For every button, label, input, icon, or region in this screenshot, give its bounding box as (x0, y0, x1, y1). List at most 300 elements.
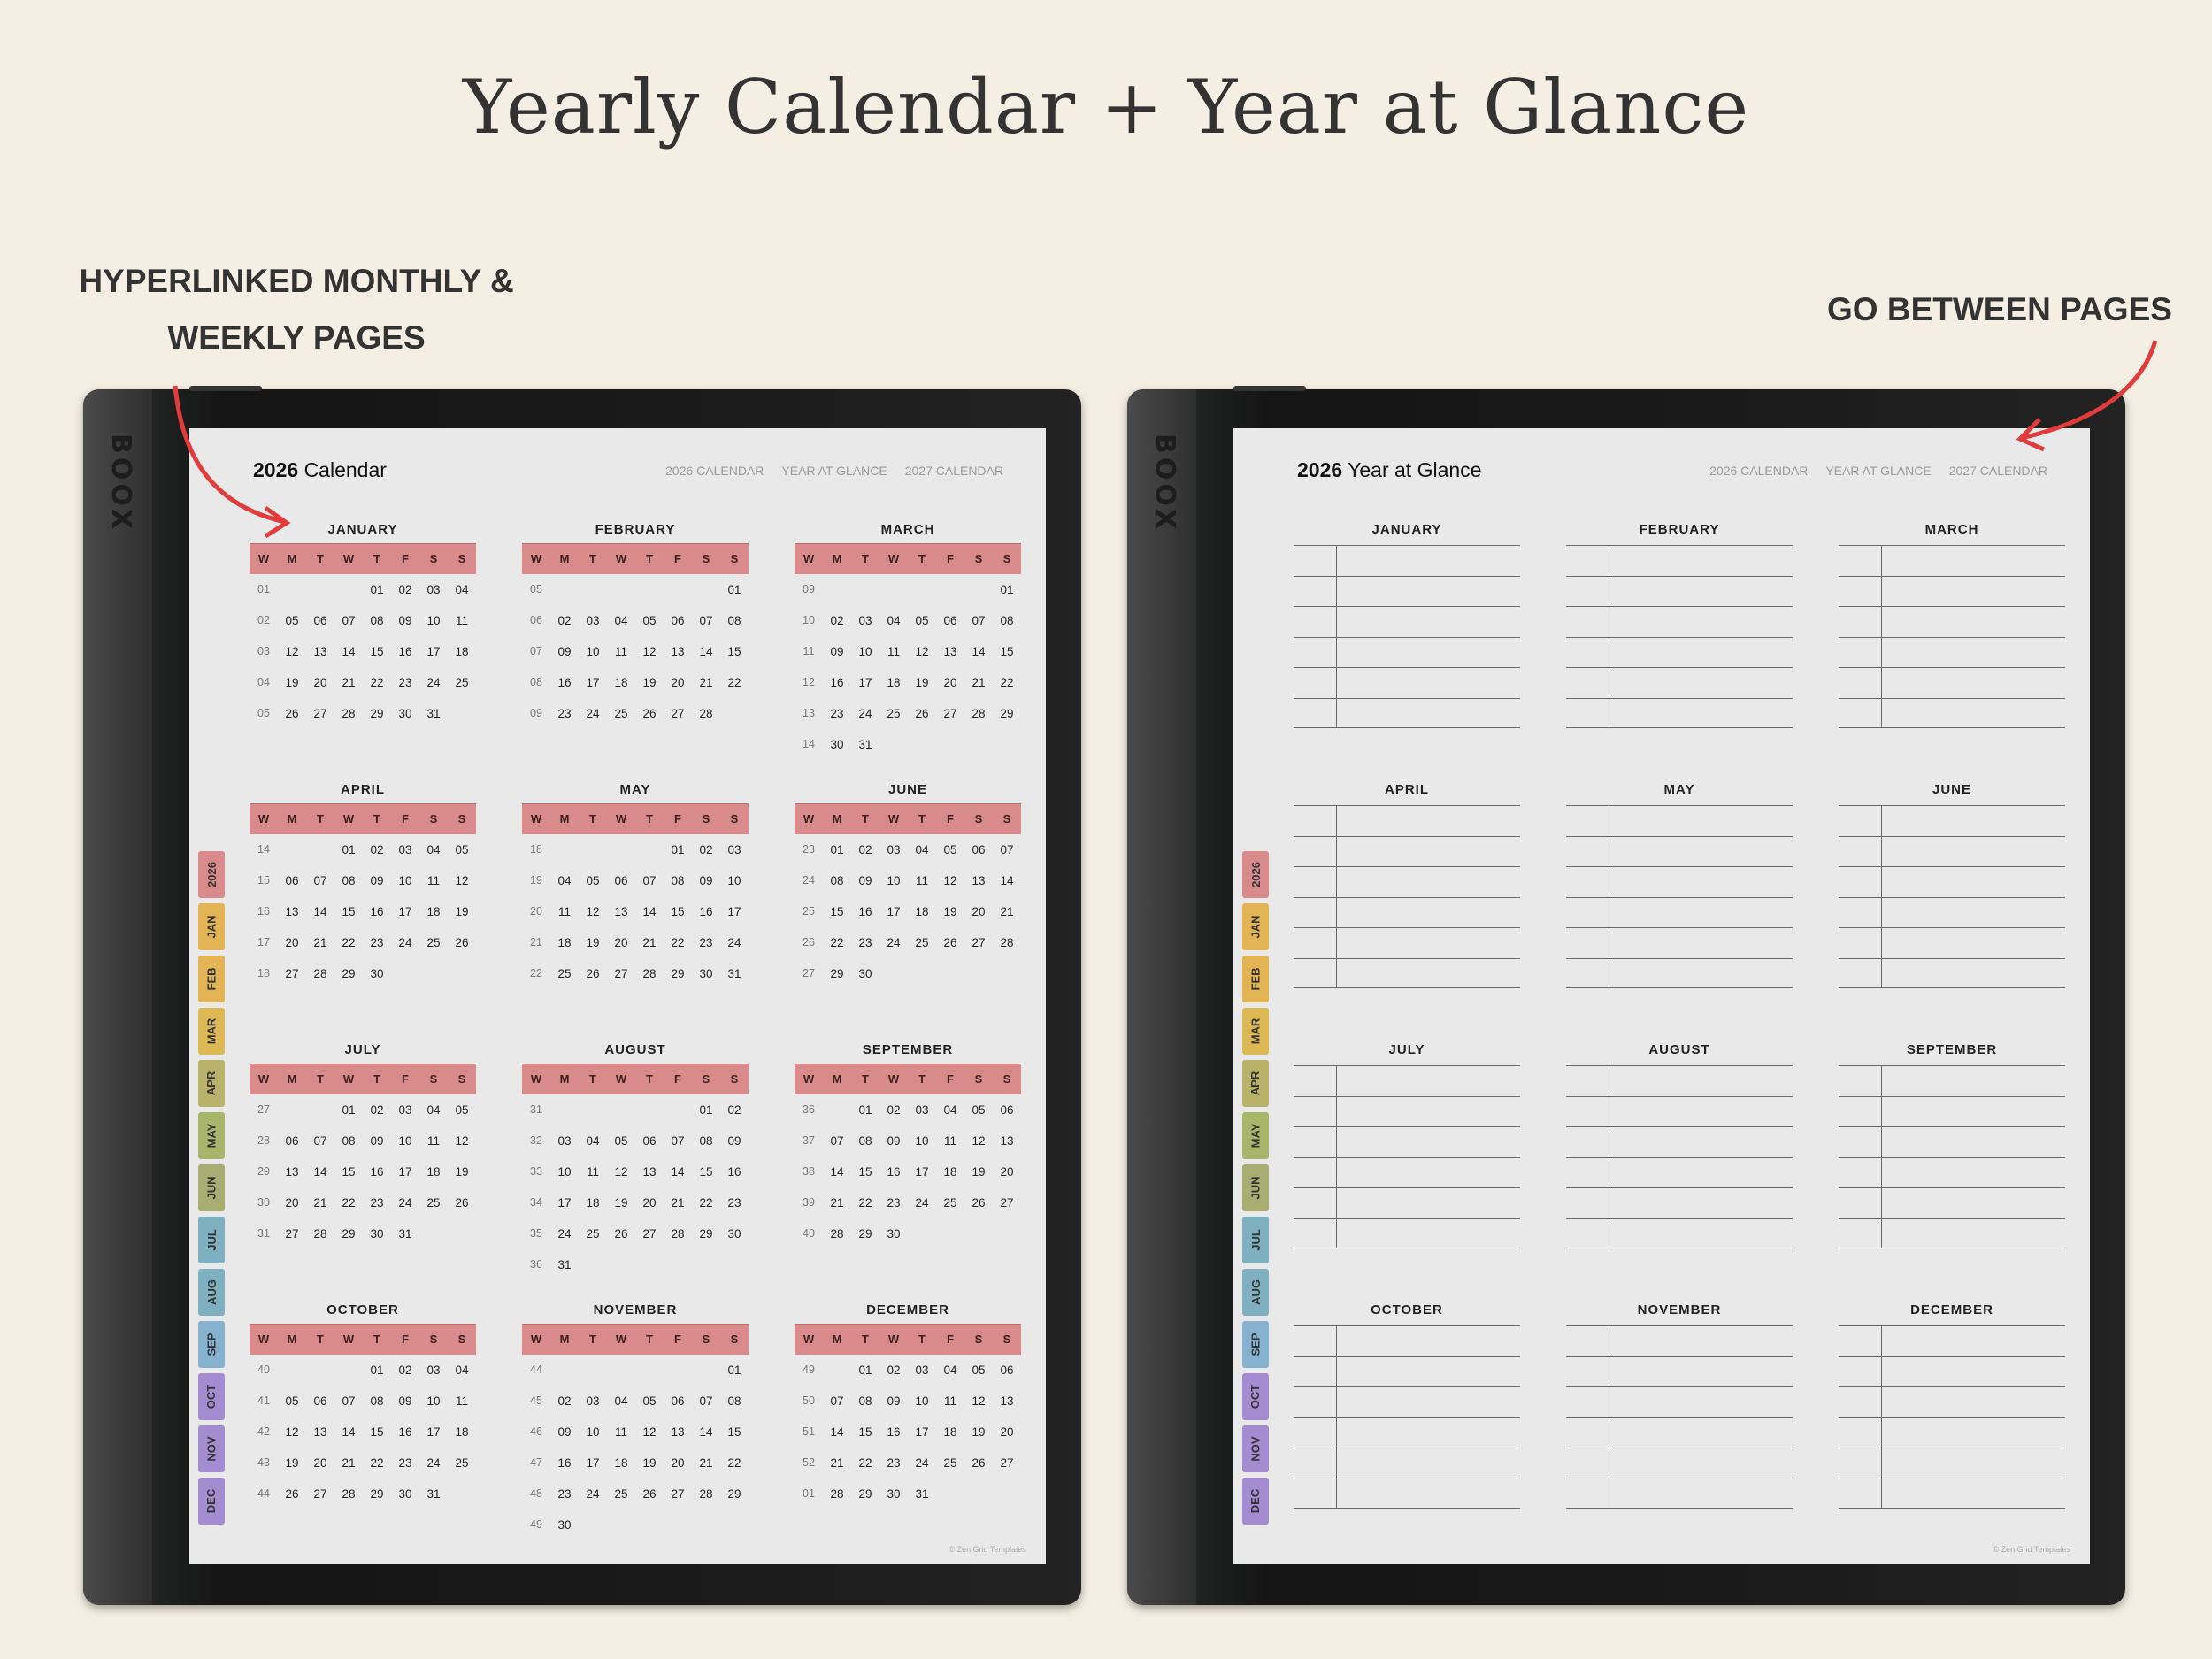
day-cell[interactable]: 17 (557, 1195, 572, 1210)
day-cell[interactable]: 19 (586, 935, 600, 949)
day-cell[interactable]: 30 (398, 706, 412, 720)
side-tab-may[interactable] (1242, 1112, 1269, 1159)
day-cell[interactable]: 24 (887, 935, 901, 949)
day-cell[interactable]: 03 (426, 1363, 441, 1377)
glance-line-row[interactable] (1294, 1479, 1520, 1509)
day-cell[interactable]: 28 (342, 1486, 356, 1501)
day-cell[interactable]: 07 (830, 1394, 844, 1408)
month-name[interactable]: APRIL (1385, 782, 1429, 797)
day-cell[interactable]: 28 (313, 966, 327, 980)
day-cell[interactable]: 21 (313, 1195, 327, 1210)
day-cell[interactable]: 15 (699, 1164, 713, 1179)
month-name[interactable]: OCTOBER (1371, 1302, 1443, 1317)
nav-link-year-at-glance[interactable]: YEAR AT GLANCE (1825, 464, 1932, 478)
day-cell[interactable]: 04 (943, 1363, 957, 1377)
day-cell[interactable]: 24 (915, 1195, 929, 1210)
day-cell[interactable]: 18 (426, 1164, 441, 1179)
day-cell[interactable]: 27 (1000, 1455, 1014, 1470)
day-cell[interactable]: 28 (1000, 935, 1014, 949)
day-cell[interactable]: 30 (370, 966, 384, 980)
day-cell[interactable]: 01 (727, 582, 741, 596)
day-cell[interactable]: 05 (586, 873, 600, 887)
day-cell[interactable]: 19 (915, 675, 929, 689)
day-cell[interactable]: 24 (727, 935, 741, 949)
month-name[interactable]: SEPTEMBER (1906, 1042, 1998, 1057)
day-cell[interactable]: 07 (1000, 842, 1014, 856)
day-cell[interactable]: 12 (455, 1133, 469, 1148)
day-cell[interactable]: 21 (972, 675, 986, 689)
day-cell[interactable]: 21 (699, 675, 713, 689)
glance-line-row[interactable] (1839, 836, 2065, 867)
day-cell[interactable]: 31 (398, 1226, 412, 1240)
day-cell[interactable]: 10 (426, 1394, 441, 1408)
day-cell[interactable]: 12 (943, 873, 957, 887)
week-number[interactable]: 12 (803, 676, 815, 688)
day-cell[interactable]: 08 (370, 613, 384, 627)
week-number[interactable]: 18 (530, 843, 542, 856)
week-number[interactable]: 06 (530, 614, 542, 626)
day-cell[interactable]: 02 (830, 613, 844, 627)
nav-link-2026-calendar[interactable]: 2026 CALENDAR (1709, 464, 1809, 478)
day-cell[interactable]: 21 (699, 1455, 713, 1470)
day-cell[interactable]: 06 (313, 613, 327, 627)
glance-line-row[interactable] (1566, 805, 1793, 836)
day-cell[interactable]: 25 (915, 935, 929, 949)
day-cell[interactable]: 05 (915, 613, 929, 627)
day-cell[interactable]: 19 (972, 1164, 986, 1179)
day-cell[interactable]: 08 (370, 1394, 384, 1408)
month-name[interactable]: MARCH (1924, 522, 1979, 537)
glance-line-row[interactable] (1566, 576, 1793, 607)
day-cell[interactable]: 12 (455, 873, 469, 887)
day-cell[interactable]: 23 (398, 1455, 412, 1470)
week-number[interactable]: 02 (257, 614, 270, 626)
day-cell[interactable]: 25 (557, 966, 572, 980)
day-cell[interactable]: 28 (699, 706, 713, 720)
glance-line-row[interactable] (1294, 1157, 1520, 1188)
day-cell[interactable]: 03 (858, 613, 872, 627)
day-cell[interactable]: 10 (426, 613, 441, 627)
month-name[interactable]: MAY (1663, 782, 1695, 797)
day-cell[interactable]: 19 (972, 1425, 986, 1439)
day-cell[interactable]: 16 (398, 644, 412, 658)
day-cell[interactable]: 03 (887, 842, 901, 856)
day-cell[interactable]: 22 (830, 935, 844, 949)
glance-line-row[interactable] (1839, 1187, 2065, 1218)
day-cell[interactable]: 28 (830, 1486, 844, 1501)
glance-line-row[interactable] (1294, 698, 1520, 729)
day-cell[interactable]: 30 (370, 1226, 384, 1240)
day-cell[interactable]: 20 (614, 935, 628, 949)
side-tab-jan[interactable] (1242, 903, 1269, 950)
day-cell[interactable]: 21 (642, 935, 657, 949)
day-cell[interactable]: 19 (285, 675, 299, 689)
glance-line-row[interactable] (1839, 606, 2065, 637)
day-cell[interactable]: 01 (1000, 582, 1014, 596)
side-tab-nov[interactable] (198, 1425, 225, 1472)
day-cell[interactable]: 11 (887, 644, 900, 658)
glance-line-row[interactable] (1839, 1065, 2065, 1096)
glance-line-row[interactable] (1294, 1218, 1520, 1249)
day-cell[interactable]: 18 (557, 935, 572, 949)
day-cell[interactable]: 17 (426, 644, 441, 658)
day-cell[interactable]: 17 (398, 904, 412, 918)
day-cell[interactable]: 20 (313, 675, 327, 689)
side-tab-mar[interactable] (198, 1008, 225, 1055)
day-cell[interactable]: 18 (614, 675, 628, 689)
day-cell[interactable]: 25 (614, 706, 628, 720)
day-cell[interactable]: 09 (887, 1394, 901, 1408)
week-number[interactable]: 19 (530, 874, 542, 887)
week-number[interactable]: 09 (530, 707, 542, 719)
day-cell[interactable]: 09 (699, 873, 713, 887)
week-number[interactable]: 45 (530, 1394, 542, 1407)
day-cell[interactable]: 02 (370, 842, 384, 856)
day-cell[interactable]: 19 (455, 904, 469, 918)
power-button[interactable] (189, 386, 262, 391)
day-cell[interactable]: 23 (727, 1195, 741, 1210)
day-cell[interactable]: 12 (586, 904, 600, 918)
day-cell[interactable]: 15 (727, 644, 741, 658)
day-cell[interactable]: 14 (342, 644, 356, 658)
day-cell[interactable]: 31 (915, 1486, 929, 1501)
day-cell[interactable]: 06 (972, 842, 986, 856)
day-cell[interactable]: 31 (557, 1257, 572, 1271)
day-cell[interactable]: 26 (915, 706, 929, 720)
day-cell[interactable]: 25 (426, 935, 441, 949)
day-cell[interactable]: 27 (671, 1486, 685, 1501)
day-cell[interactable]: 03 (915, 1363, 929, 1377)
day-cell[interactable]: 22 (727, 1455, 741, 1470)
day-cell[interactable]: 22 (370, 1455, 384, 1470)
glance-line-row[interactable] (1839, 545, 2065, 576)
glance-line-row[interactable] (1839, 1218, 2065, 1249)
day-cell[interactable]: 12 (972, 1394, 986, 1408)
day-cell[interactable]: 01 (342, 1102, 356, 1117)
day-cell[interactable]: 10 (557, 1164, 572, 1179)
day-cell[interactable]: 27 (313, 706, 327, 720)
day-cell[interactable]: 28 (342, 706, 356, 720)
glance-line-row[interactable] (1294, 545, 1520, 576)
day-cell[interactable]: 15 (858, 1164, 872, 1179)
day-cell[interactable]: 04 (943, 1102, 957, 1117)
day-cell[interactable]: 29 (370, 706, 384, 720)
day-cell[interactable]: 27 (1000, 1195, 1014, 1210)
side-tab-feb[interactable] (198, 956, 225, 1002)
day-cell[interactable]: 28 (830, 1226, 844, 1240)
glance-line-row[interactable] (1294, 1065, 1520, 1096)
day-cell[interactable]: 31 (727, 966, 741, 980)
glance-line-row[interactable] (1566, 545, 1793, 576)
day-cell[interactable]: 15 (727, 1425, 741, 1439)
day-cell[interactable]: 01 (727, 1363, 741, 1377)
glance-line-row[interactable] (1839, 866, 2065, 897)
day-cell[interactable]: 13 (1000, 1394, 1014, 1408)
day-cell[interactable]: 16 (557, 1455, 572, 1470)
day-cell[interactable]: 22 (671, 935, 685, 949)
week-number[interactable]: 10 (803, 614, 815, 626)
day-cell[interactable]: 07 (313, 1133, 327, 1148)
side-tab-sep[interactable] (198, 1321, 225, 1368)
day-cell[interactable]: 26 (285, 706, 299, 720)
day-cell[interactable]: 21 (830, 1455, 844, 1470)
day-cell[interactable]: 30 (727, 1226, 741, 1240)
day-cell[interactable]: 18 (887, 675, 901, 689)
week-number[interactable]: 47 (530, 1456, 542, 1469)
day-cell[interactable]: 28 (642, 966, 657, 980)
day-cell[interactable]: 29 (858, 1486, 872, 1501)
day-cell[interactable]: 05 (642, 613, 657, 627)
day-cell[interactable]: 02 (858, 842, 872, 856)
day-cell[interactable]: 31 (426, 1486, 441, 1501)
day-cell[interactable]: 11 (614, 1425, 627, 1439)
day-cell[interactable]: 18 (943, 1425, 957, 1439)
day-cell[interactable]: 08 (858, 1133, 872, 1148)
day-cell[interactable]: 27 (671, 706, 685, 720)
week-number[interactable]: 33 (530, 1165, 542, 1178)
day-cell[interactable]: 25 (614, 1486, 628, 1501)
day-cell[interactable]: 23 (557, 706, 572, 720)
day-cell[interactable]: 16 (858, 904, 872, 918)
day-cell[interactable]: 26 (614, 1226, 628, 1240)
nav-link-2027-calendar[interactable]: 2027 CALENDAR (904, 464, 1003, 478)
glance-line-row[interactable] (1566, 836, 1793, 867)
week-number[interactable]: 29 (257, 1165, 270, 1178)
day-cell[interactable]: 16 (699, 904, 713, 918)
day-cell[interactable]: 07 (671, 1133, 685, 1148)
day-cell[interactable]: 10 (858, 644, 872, 658)
day-cell[interactable]: 16 (887, 1425, 901, 1439)
day-cell[interactable]: 11 (455, 613, 468, 627)
month-name[interactable]: JUNE (887, 782, 927, 797)
glance-line-row[interactable] (1839, 576, 2065, 607)
week-number[interactable]: 01 (803, 1487, 815, 1500)
month-name[interactable]: AUGUST (604, 1042, 666, 1057)
day-cell[interactable]: 05 (614, 1133, 628, 1148)
day-cell[interactable]: 14 (699, 644, 713, 658)
day-cell[interactable]: 30 (887, 1486, 901, 1501)
day-cell[interactable]: 07 (642, 873, 657, 887)
day-cell[interactable]: 29 (830, 966, 844, 980)
side-tab-mar[interactable] (1242, 1008, 1269, 1055)
week-number[interactable]: 48 (530, 1487, 542, 1500)
day-cell[interactable]: 10 (398, 1133, 412, 1148)
day-cell[interactable]: 07 (699, 1394, 713, 1408)
glance-line-row[interactable] (1839, 1448, 2065, 1479)
day-cell[interactable]: 23 (370, 935, 384, 949)
glance-line-row[interactable] (1566, 1187, 1793, 1218)
day-cell[interactable]: 15 (342, 1164, 356, 1179)
glance-line-row[interactable] (1566, 927, 1793, 958)
month-name[interactable]: FEBRUARY (595, 522, 676, 537)
day-cell[interactable]: 11 (943, 1394, 956, 1408)
day-cell[interactable]: 02 (699, 842, 713, 856)
day-cell[interactable]: 24 (398, 1195, 412, 1210)
day-cell[interactable]: 05 (455, 842, 469, 856)
day-cell[interactable]: 22 (342, 935, 356, 949)
day-cell[interactable]: 17 (887, 904, 901, 918)
day-cell[interactable]: 14 (313, 1164, 327, 1179)
day-cell[interactable]: 02 (887, 1102, 901, 1117)
day-cell[interactable]: 20 (1000, 1425, 1014, 1439)
day-cell[interactable]: 06 (943, 613, 957, 627)
glance-line-row[interactable] (1839, 637, 2065, 668)
month-name[interactable]: MARCH (880, 522, 935, 537)
glance-line-row[interactable] (1839, 1356, 2065, 1387)
day-cell[interactable]: 24 (586, 706, 600, 720)
day-cell[interactable]: 09 (887, 1133, 901, 1148)
day-cell[interactable]: 26 (285, 1486, 299, 1501)
day-cell[interactable]: 20 (671, 1455, 685, 1470)
month-name[interactable]: FEBRUARY (1639, 522, 1720, 537)
side-tab-2026[interactable] (198, 851, 225, 898)
glance-line-row[interactable] (1566, 1126, 1793, 1157)
day-cell[interactable]: 25 (455, 675, 469, 689)
glance-line-row[interactable] (1294, 576, 1520, 607)
day-cell[interactable]: 20 (285, 1195, 299, 1210)
glance-line-row[interactable] (1839, 1157, 2065, 1188)
day-cell[interactable]: 24 (915, 1455, 929, 1470)
day-cell[interactable]: 10 (887, 873, 901, 887)
glance-line-row[interactable] (1566, 698, 1793, 729)
day-cell[interactable]: 20 (671, 675, 685, 689)
glance-line-row[interactable] (1566, 1448, 1793, 1479)
glance-line-row[interactable] (1294, 897, 1520, 928)
side-tab-oct[interactable] (198, 1373, 225, 1420)
day-cell[interactable]: 05 (943, 842, 957, 856)
day-cell[interactable]: 19 (642, 675, 657, 689)
side-tab-may[interactable] (198, 1112, 225, 1159)
day-cell[interactable]: 30 (858, 966, 872, 980)
week-number[interactable]: 09 (803, 583, 815, 595)
day-cell[interactable]: 04 (614, 613, 628, 627)
day-cell[interactable]: 12 (642, 1425, 657, 1439)
glance-line-row[interactable] (1839, 1096, 2065, 1127)
day-cell[interactable]: 01 (699, 1102, 713, 1117)
month-name[interactable]: DECEMBER (1910, 1302, 1993, 1317)
day-cell[interactable]: 16 (370, 1164, 384, 1179)
day-cell[interactable]: 08 (830, 873, 844, 887)
day-cell[interactable]: 06 (285, 873, 299, 887)
day-cell[interactable]: 17 (727, 904, 741, 918)
side-tab-feb[interactable] (1242, 956, 1269, 1002)
day-cell[interactable]: 17 (915, 1425, 929, 1439)
glance-line-row[interactable] (1294, 1325, 1520, 1356)
day-cell[interactable]: 29 (370, 1486, 384, 1501)
month-name[interactable]: NOVEMBER (1637, 1302, 1722, 1317)
month-name[interactable]: APRIL (341, 782, 385, 797)
day-cell[interactable]: 12 (285, 1425, 299, 1439)
glance-line-row[interactable] (1566, 1417, 1793, 1448)
day-cell[interactable]: 07 (830, 1133, 844, 1148)
day-cell[interactable]: 13 (671, 1425, 685, 1439)
day-cell[interactable]: 21 (1000, 904, 1014, 918)
day-cell[interactable]: 02 (887, 1363, 901, 1377)
day-cell[interactable]: 31 (426, 706, 441, 720)
day-cell[interactable]: 11 (557, 904, 571, 918)
glance-line-row[interactable] (1294, 1417, 1520, 1448)
day-cell[interactable]: 15 (370, 1425, 384, 1439)
side-tab-aug[interactable] (1242, 1269, 1269, 1316)
day-cell[interactable]: 01 (830, 842, 844, 856)
day-cell[interactable]: 04 (455, 582, 469, 596)
day-cell[interactable]: 19 (943, 904, 957, 918)
day-cell[interactable]: 18 (614, 1455, 628, 1470)
glance-line-row[interactable] (1294, 1187, 1520, 1218)
day-cell[interactable]: 09 (398, 1394, 412, 1408)
day-cell[interactable]: 23 (830, 706, 844, 720)
day-cell[interactable]: 16 (557, 675, 572, 689)
day-cell[interactable]: 25 (586, 1226, 600, 1240)
day-cell[interactable]: 29 (727, 1486, 741, 1501)
day-cell[interactable]: 11 (915, 873, 928, 887)
day-cell[interactable]: 13 (1000, 1133, 1014, 1148)
day-cell[interactable]: 17 (586, 1455, 600, 1470)
week-number[interactable]: 31 (257, 1227, 270, 1240)
week-number[interactable]: 01 (257, 583, 270, 595)
day-cell[interactable]: 14 (830, 1425, 844, 1439)
week-number[interactable]: 20 (530, 905, 542, 918)
week-number[interactable]: 46 (530, 1425, 542, 1438)
day-cell[interactable]: 06 (1000, 1102, 1014, 1117)
day-cell[interactable]: 27 (285, 1226, 299, 1240)
glance-line-row[interactable] (1839, 1386, 2065, 1417)
side-tab-jul[interactable] (1242, 1217, 1269, 1263)
glance-line-row[interactable] (1839, 667, 2065, 698)
day-cell[interactable]: 10 (915, 1133, 929, 1148)
day-cell[interactable]: 15 (342, 904, 356, 918)
day-cell[interactable]: 04 (426, 842, 441, 856)
day-cell[interactable]: 13 (285, 904, 299, 918)
day-cell[interactable]: 07 (342, 613, 356, 627)
day-cell[interactable]: 06 (642, 1133, 657, 1148)
day-cell[interactable]: 18 (426, 904, 441, 918)
day-cell[interactable]: 23 (557, 1486, 572, 1501)
day-cell[interactable]: 29 (671, 966, 685, 980)
day-cell[interactable]: 16 (398, 1425, 412, 1439)
glance-line-row[interactable] (1566, 1157, 1793, 1188)
day-cell[interactable]: 10 (586, 1425, 600, 1439)
week-number[interactable]: 38 (803, 1165, 815, 1178)
week-number[interactable]: 26 (803, 936, 815, 949)
day-cell[interactable]: 14 (699, 1425, 713, 1439)
day-cell[interactable]: 17 (915, 1164, 929, 1179)
week-number[interactable]: 35 (530, 1227, 542, 1240)
day-cell[interactable]: 25 (426, 1195, 441, 1210)
day-cell[interactable]: 09 (370, 1133, 384, 1148)
day-cell[interactable]: 03 (727, 842, 741, 856)
day-cell[interactable]: 05 (642, 1394, 657, 1408)
day-cell[interactable]: 13 (313, 1425, 327, 1439)
day-cell[interactable]: 11 (426, 873, 440, 887)
day-cell[interactable]: 30 (557, 1517, 572, 1532)
month-name[interactable]: JULY (1388, 1042, 1425, 1057)
day-cell[interactable]: 01 (370, 582, 384, 596)
day-cell[interactable]: 12 (972, 1133, 986, 1148)
day-cell[interactable]: 13 (642, 1164, 657, 1179)
day-cell[interactable]: 07 (342, 1394, 356, 1408)
glance-line-row[interactable] (1839, 1479, 2065, 1509)
day-cell[interactable]: 05 (455, 1102, 469, 1117)
glance-line-row[interactable] (1566, 637, 1793, 668)
week-number[interactable]: 08 (530, 676, 542, 688)
week-number[interactable]: 07 (530, 645, 542, 657)
week-number[interactable]: 49 (530, 1518, 542, 1531)
day-cell[interactable]: 30 (699, 966, 713, 980)
day-cell[interactable]: 23 (398, 675, 412, 689)
day-cell[interactable]: 04 (915, 842, 929, 856)
week-number[interactable]: 37 (803, 1134, 815, 1147)
